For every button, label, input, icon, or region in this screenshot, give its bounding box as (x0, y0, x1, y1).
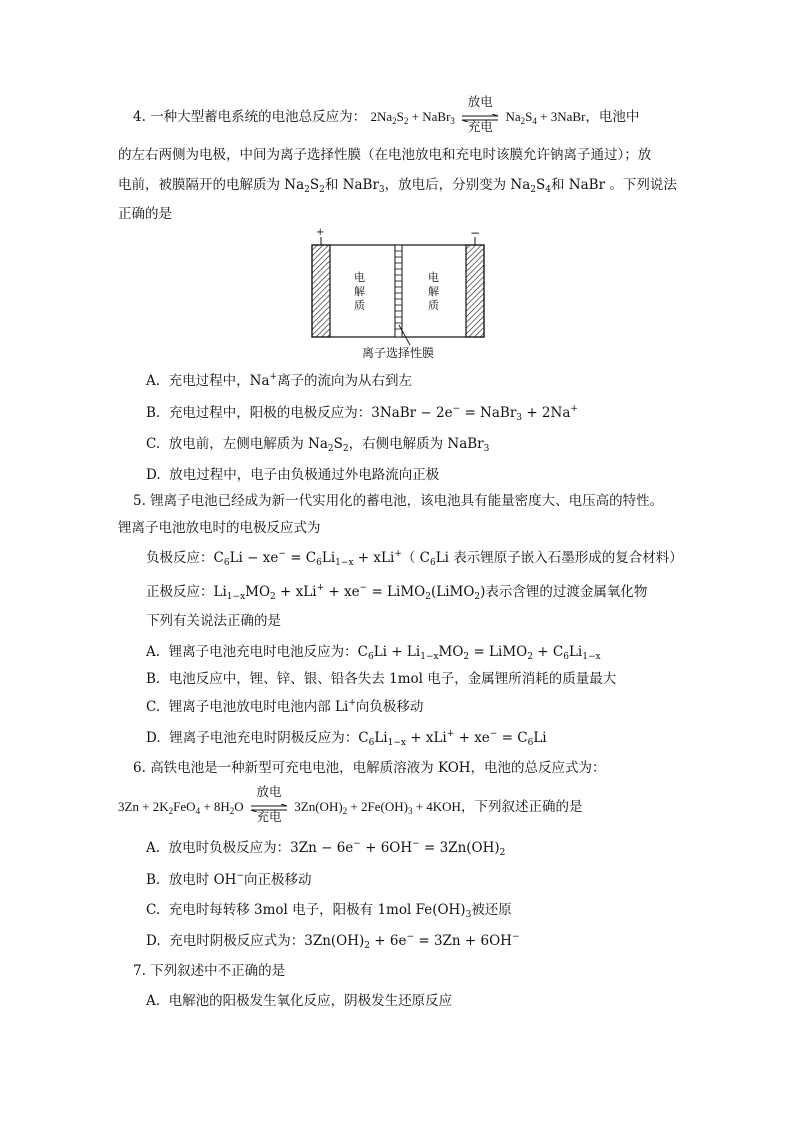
q4-option-c[interactable]: C. 放电前，左侧电解质为 $Na_2S_2$，右侧电解质为 NaBr$_3$ (146, 436, 490, 454)
q4-option-a[interactable]: A. 充电过程中，Na+离子的流向为从右到左 (146, 372, 413, 389)
q4-line-2: 的左右两侧为电极，中间为离子选择性膜（在电池放电和充电时该膜允许钠离子通过）；放 (118, 147, 652, 163)
q5-option-d[interactable]: D. 锂离子电池充电时阴极反应为：$C_6Li_{1-x} + xLi^+ + xe^- = C_6Li$ (146, 729, 547, 748)
q6-reversible-arrow-icon (250, 783, 288, 824)
q4-line-4: 正确的是 (118, 206, 172, 222)
q5-positive-reaction: 正极反应：$Li_{1-x}MO_2 + xLi^+ + xe^-$ = LiMO$_2$(LiMO$_2$)表示含锂的过渡金属氧化物 (146, 583, 648, 602)
reversible-arrow-icon (461, 93, 499, 134)
q4-tail: ，电池中 (585, 109, 640, 125)
q4-arrow-bottom: 充电 (467, 118, 493, 134)
q7-line-1: 7. 下列叙述中不正确的是 (133, 963, 286, 979)
q6-option-d[interactable]: D. 充电时阴极反应式为：$3Zn(OH)_2 + 6e^- = 3Zn + 6OH^-$ (146, 932, 520, 951)
q6-equation: $3Zn + 2K_2FeO_4 + 8H_2O$ 放电 充电 $3Zn(OH)_2 + 2Fe(OH)_3 + 4KOH$，下列叙述正确的是 (118, 783, 583, 824)
q6-option-b[interactable]: B. 放电时 OH−向正极移动 (146, 871, 312, 888)
q7-option-a[interactable]: A. 电解池的阳极发生氧化反应，阴极发生还原反应 (146, 993, 453, 1009)
q4-arrow-top: 放电 (467, 93, 493, 109)
q5-ask: 下列有关说法正确的是 (146, 613, 281, 629)
q4-line-1 (133, 93, 640, 134)
q6-line-1: 6. 高铁电池是一种新型可充电电池，电解质溶液为 KOH，电池的总反应式为： (133, 760, 606, 776)
left-electrode (312, 245, 330, 337)
left-electrolyte-label: 电解质 (354, 271, 365, 312)
q4-number: 4. (133, 109, 146, 125)
right-electrode (466, 245, 484, 337)
q4-intro: 一种大型蓄电系统的电池总反应为： (150, 109, 367, 125)
q6-arrow-bottom: 充电 (256, 808, 282, 824)
minus-sign: − (470, 226, 481, 240)
q5-option-a[interactable]: A. 锂离子电池充电时电池反应为：$C_6Li + Li_{1-x}MO_2$ = LiMO$_2$ + $C_6Li_{1-x}$ (146, 644, 601, 662)
membrane-label: 离子选择性膜 (362, 346, 435, 360)
q4-option-b[interactable]: B. 充电过程中，阳极的电极反应为：3NaBr − 2e− = NaBr$_3$ + 2Na+ (146, 404, 578, 423)
right-electrolyte-label: 电解质 (428, 271, 439, 312)
q5-option-b[interactable]: B. 电池反应中，锂、锌、银、铅各失去 1mol 电子，金属锂所消耗的质量最大 (146, 671, 617, 687)
q4-option-d[interactable]: D. 放电过程中，电子由负极通过外电路流向正极 (146, 467, 440, 483)
q5-negative-reaction: 负极反应：$C_6Li - xe^- = C_6Li_{1-x} + xLi^+$（ $C_6Li$ 表示锂原子嵌入石墨形成的复合材料） (146, 549, 683, 568)
q5-option-c[interactable]: C. 锂离子电池放电时电池内部 Li+向负极移动 (146, 698, 424, 715)
electrolytic-cell-diagram (310, 226, 490, 363)
q5-line-2: 锂离子电池放电时的电极反应式为 (118, 520, 321, 536)
plus-sign: + (316, 227, 325, 238)
q6-option-a[interactable]: A. 放电时负极反应为：$3Zn - 6e^- + 6OH^- = 3Zn(OH)_2$ (146, 839, 506, 858)
q4-equation-right: $Na_2S_4$ + 3NaBr (505, 109, 586, 126)
q6-arrow-top: 放电 (256, 783, 282, 799)
q5-line-1: 5. 锂离子电池已经成为新一代实用化的蓄电池，该电池具有能量密度大、电压高的特性。 (133, 493, 664, 509)
q4-line-3: 电前，被膜隔开的电解质为 $Na_2S_2$和 NaBr$_3$，放电后，分别变为 $Na_2S_4$和 NaBr 。下列说法 (118, 177, 677, 195)
q4-equation: $2Na_2S_2$ + NaBr$_3$ (370, 109, 455, 126)
q6-option-c[interactable]: C. 充电时每转移 3mol 电子，阳极有 1mol $Fe(OH)_3$被还原 (146, 902, 512, 920)
